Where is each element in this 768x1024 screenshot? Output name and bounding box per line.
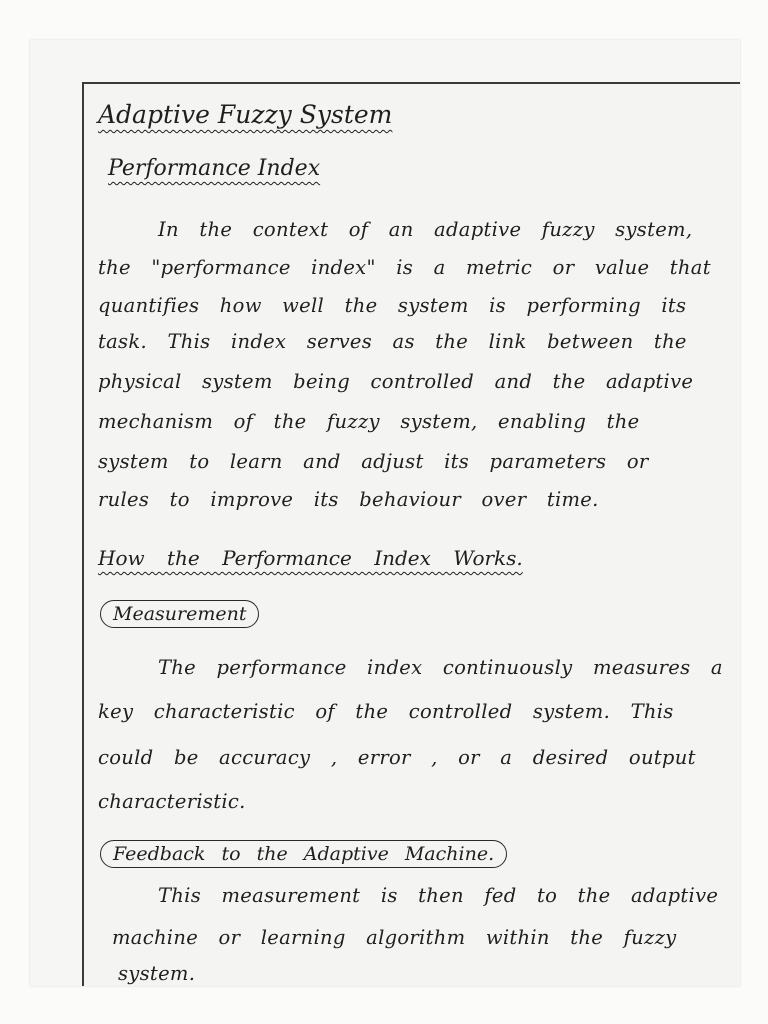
measurement-line-4: characteristic.: [98, 790, 246, 813]
feedback-label: Feedback to the Adaptive Machine.: [100, 840, 507, 868]
section-title: Performance Index: [108, 156, 321, 181]
intro-line-3: quantifies how well the system is performing its: [98, 294, 687, 317]
feedback-line-3: system.: [118, 962, 196, 985]
intro-line-5: physical system being controlled and the adaptive: [98, 370, 694, 393]
measurement-label: Measurement: [100, 600, 259, 628]
intro-line-8: rules to improve its behaviour over time.: [98, 488, 599, 511]
works-heading: How the Performance Index Works.: [98, 546, 523, 570]
page-title: Adaptive Fuzzy System: [98, 100, 393, 129]
feedback-line-1: This measurement is then fed to the adaptive: [158, 884, 719, 907]
intro-line-1: In the context of an adaptive fuzzy system,: [158, 218, 693, 241]
measurement-line-3: could be accuracy , error , or a desired output: [98, 746, 696, 769]
intro-line-4: task. This index serves as the link between the: [98, 330, 687, 353]
intro-line-7: system to learn and adjust its parameters or: [98, 450, 649, 473]
measurement-line-2: key characteristic of the controlled system. This: [98, 700, 674, 723]
feedback-line-2: machine or learning algorithm within the fuzzy: [112, 926, 677, 949]
intro-line-6: mechanism of the fuzzy system, enabling the: [98, 410, 640, 433]
measurement-line-1: The performance index continuously measures a: [158, 656, 723, 679]
intro-line-2: the "performance index" is a metric or value that: [98, 256, 711, 279]
